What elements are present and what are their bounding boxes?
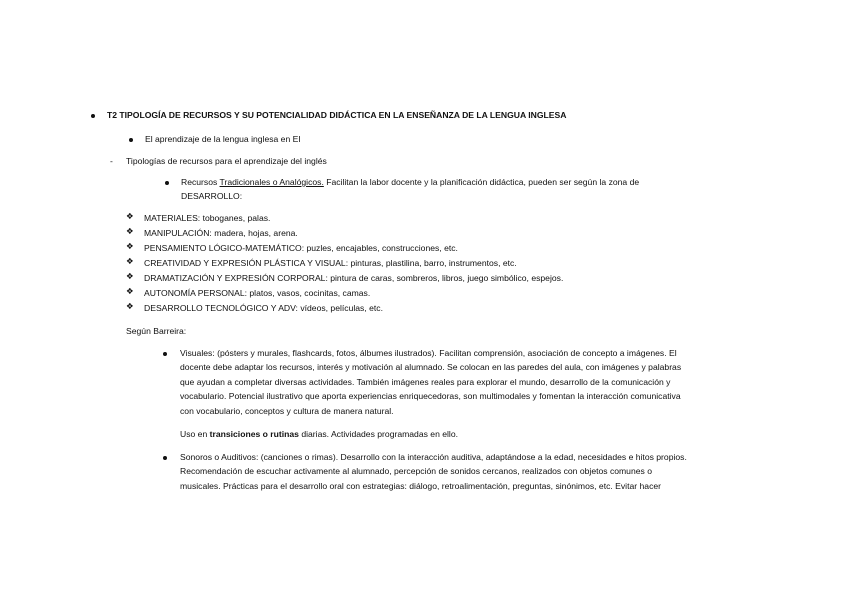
- uso-prefix: Uso en: [180, 429, 210, 439]
- page-heading: T2 TIPOLOGÍA DE RECURSOS Y SU POTENCIALIDAD DIDÁCTICA EN LA ENSEÑANZA DE LA LENGUA INGLESA: [107, 110, 567, 120]
- uso-bold: transiciones o rutinas: [209, 429, 299, 439]
- paragraph-line: que ayudan a completar diversas actividades. También imágenes reales para explorar el mundo, desarrollo de la comunicación y: [180, 376, 671, 387]
- diamond-bullet-icon: ❖: [126, 242, 134, 252]
- list-item: DESARROLLO TECNOLÓGICO Y ADV: vídeos, películas, etc.: [144, 303, 383, 313]
- subheading-tipologias: Tipologías de recursos para el aprendizaje del inglés: [126, 156, 327, 166]
- paragraph-line: Sonoros o Auditivos: (canciones o rimas). Desarrollo con la interacción auditiva, adaptándose a la edad, necesidades e hitos propios.: [180, 452, 687, 462]
- diamond-bullet-icon: ❖: [126, 272, 134, 282]
- list-item: MANIPULACIÓN: madera, hojas, arena.: [144, 228, 298, 238]
- uso-suffix: diarias. Actividades programadas en ello.: [298, 429, 459, 439]
- paragraph-line: vocabulario. Potencial ilustrativo que aporta experiencias enriquecedoras, son multimodales y fomentan la interacción comunicativa: [180, 391, 681, 402]
- paragraph-line: musicales. Prácticas para el desarrollo oral con estrategias: diálogo, retroalimentación, preguntas, sinónimos, etc. Evitar hacer: [180, 480, 662, 491]
- paragraph-line: con vocabulario, conceptos y cultura de manera natural.: [180, 405, 394, 416]
- list-item: MATERIALES: toboganes, palas.: [144, 213, 271, 223]
- segun-barreira-label: Según Barreira:: [126, 326, 187, 336]
- bullet-dot: [163, 456, 167, 460]
- diamond-bullet-icon: ❖: [126, 257, 134, 267]
- bullet-dot: [91, 114, 95, 118]
- resources-suffix: Facilitan la labor docente y la planificación didáctica, pueden ser según la zona de: [323, 177, 640, 187]
- diamond-bullet-icon: ❖: [126, 287, 134, 297]
- dash-marker: -: [110, 156, 113, 166]
- paragraph-line: docente debe adaptar los recursos, interés y motivación al alumnado. Se colocan en las paredes del aula, con imágenes y palabras: [180, 362, 682, 373]
- bullet-dot: [165, 181, 169, 185]
- list-item: PENSAMIENTO LÓGICO-MATEMÁTICO: puzles, encajables, construcciones, etc.: [144, 243, 458, 253]
- paragraph-line: Visuales: (pósters y murales, flashcards, fotos, álbumes ilustrados). Facilitan comprensión, asociación de concepto a imágenes. El: [180, 348, 677, 358]
- resources-type-underlined: Tradicionales o Analógicos.: [219, 177, 324, 187]
- diamond-bullet-icon: ❖: [126, 227, 134, 237]
- resources-prefix: Recursos: [181, 177, 220, 187]
- diamond-bullet-icon: ❖: [126, 302, 134, 312]
- bullet-dot: [163, 352, 167, 356]
- list-item: DRAMATIZACIÓN Y EXPRESIÓN CORPORAL: pintura de caras, sombreros, libros, juego simbólico, espejos.: [144, 273, 564, 283]
- uso-line: [180, 429, 458, 440]
- bullet-dot: [129, 138, 133, 142]
- visuales-paragraph: [180, 346, 681, 418]
- list-item: AUTONOMÍA PERSONAL: platos, vasos, cocinitas, camas.: [144, 288, 371, 298]
- resources-line-1: [181, 177, 639, 188]
- subheading-aprendizaje: El aprendizaje de la lengua inglesa en EI: [145, 134, 301, 144]
- diamond-bullet-icon: ❖: [126, 212, 134, 222]
- list-item: CREATIVIDAD Y EXPRESIÓN PLÁSTICA Y VISUAL: pinturas, plastilina, barro, instrumentos, etc.: [144, 258, 517, 268]
- paragraph-line: Recomendación de escuchar activamente al alumnado, percepción de sonidos cercanos, realizados con objetos comunes o: [180, 466, 652, 477]
- resources-line-2: DESARROLLO:: [181, 191, 243, 201]
- sonoros-paragraph: [180, 450, 687, 493]
